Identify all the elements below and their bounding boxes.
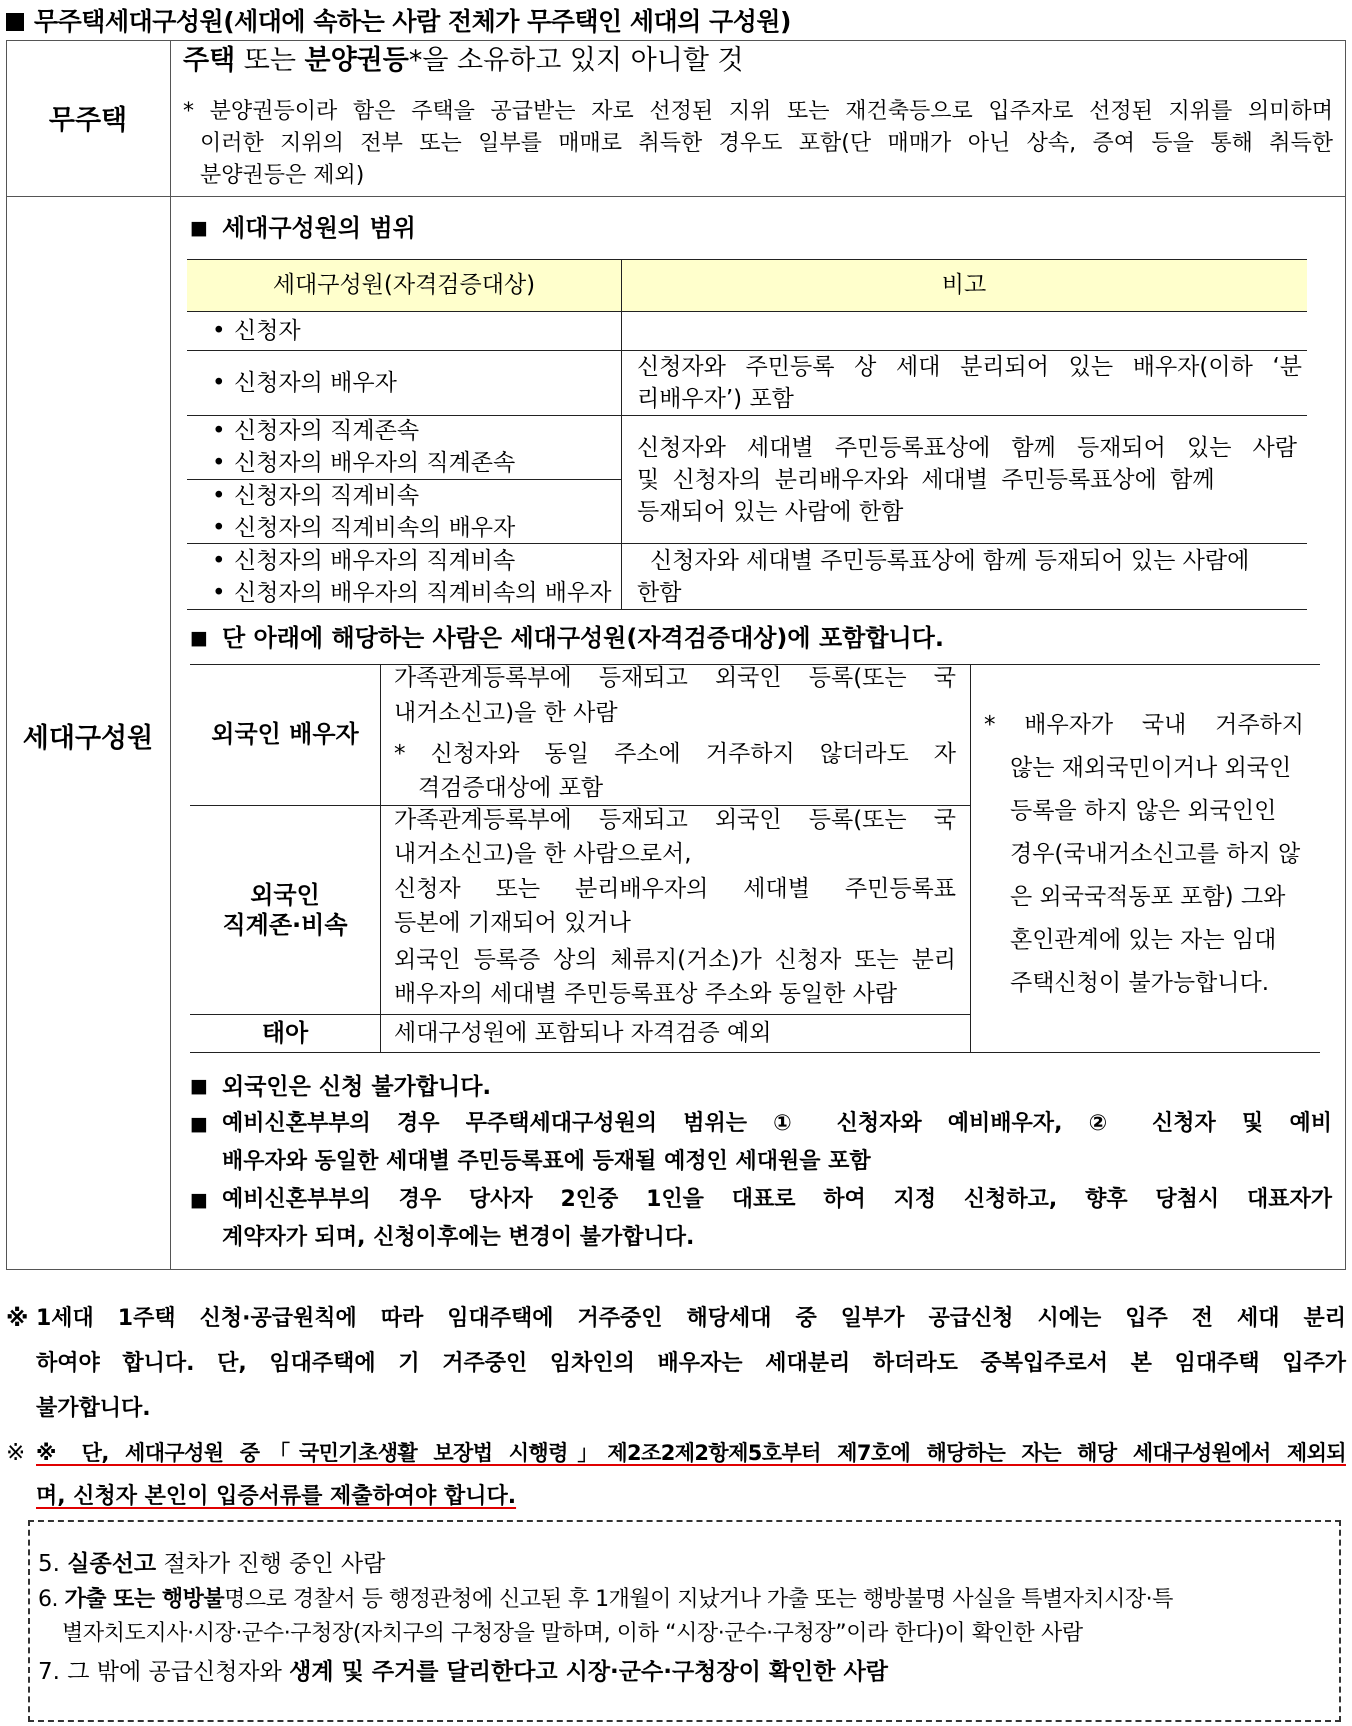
notice1-mark: ※ <box>6 1306 29 1332</box>
member-spouse-descendant: • 신청자의 배우자의 직계비속 <box>212 545 515 577</box>
foreign-spouse-note-line2: 격검증대상에 포함 <box>418 775 604 801</box>
remark-lineal-line1: 신청자와 세대별 주민등록표상에 함께 등재되어 있는 사람 <box>637 435 1297 461</box>
box-item6-line2: 별자치도지사·시장·군수·구청장(자치구의 구청장을 말하며, 이하 “시장·군수·구청장”이라 한다)이 확인한 사람 <box>62 1621 1083 1646</box>
foreign-spouse-line2: 내거소신고)을 한 사람 <box>394 700 618 726</box>
side-note-line7: 주택신청이 불가능합니다. <box>1010 970 1270 996</box>
notice2-line1: ※ 단, 세대구성원 중「국민기초생활 보장법 시행령」제2조2제2항제5호부터 제7호에 해당하는 자는 해당 세대구성원에서 제외되 <box>36 1441 1346 1465</box>
foreign-table-col-divider <box>380 664 381 1052</box>
remark-spouse-descendant-line2: 한함 <box>637 580 682 606</box>
box-item5: 5. 실종선고 절차가 진행 중인 사람 <box>38 1551 386 1577</box>
scope-table-top <box>187 259 1307 260</box>
no-house-heading: 주택 또는 분양권등*을 소유하고 있지 아니할 것 <box>183 45 744 76</box>
member-descendant: • 신청자의 직계비속 <box>212 480 419 512</box>
foreign-lineal-line6: 배우자의 세대별 주민등록표상 주소와 동일한 사람 <box>394 981 898 1007</box>
remark-lineal-line3: 등재되어 있는 사람에 한함 <box>637 499 904 525</box>
member-descendant-spouse: • 신청자의 직계비속의 배우자 <box>212 512 515 544</box>
scope-header-remark: 비고 <box>941 272 987 298</box>
notice1-line2: 하여야 합니다. 단, 임대주택에 기 거주중인 임차인의 배우자는 세대분리 하더라도 중복입주로서 본 임대주택 입주가 <box>36 1351 1346 1376</box>
box-item7: 7. 그 밖에 공급신청자와 생계 및 주거를 달리한다고 시장·군수·구청장이 확인한 사람 <box>38 1659 888 1685</box>
foreign-spouse-line1: 가족관계등록부에 등재되고 외국인 등록(또는 국 <box>394 665 956 691</box>
side-note-line4: 경우(국내거소신고를 하지 않 <box>1010 841 1301 867</box>
notice1-line3: 불가합니다. <box>36 1396 151 1421</box>
label-column-divider <box>170 40 171 1270</box>
side-note-line5: 은 외국국적동포 포함) 그와 <box>1010 884 1286 910</box>
box-item6-line1: 6. 가출 또는 행방불명으로 경찰서 등 행정관청에 신고된 후 1개월이 지났거나 가출 또는 행방불명 사실을 특별자치시장·특 <box>38 1587 1173 1612</box>
member-spouse-descendant-spouse: • 신청자의 배우자의 직계비속의 배우자 <box>212 577 611 609</box>
row-label-household-member: 세대구성원 <box>22 723 154 754</box>
row-label-no-house: 무주택 <box>48 105 128 136</box>
bullet-square-icon <box>190 1188 222 1214</box>
remark-lineal-line2: 및 신청자의 분리배우자와 세대별 주민등록표상에 함께 <box>637 467 1215 493</box>
foreign-lineal-label: 외국인 직계존·비속 <box>222 881 348 939</box>
row-divider <box>6 196 1346 197</box>
bullet-square-icon <box>190 1112 222 1138</box>
foreign-table-note-divider <box>970 664 971 1052</box>
bullet-prenup-scope <box>190 1105 222 1144</box>
foreign-lineal-line4: 등본에 기재되어 있거나 <box>394 910 631 936</box>
bullet-prenup-scope-line1: 예비신혼부부의 경우 무주택세대구성원의 범위는 ① 신청자와 예비배우자, ② 신청자 및 예비 <box>222 1111 1332 1136</box>
remark-spouse-line1: 신청자와 주민등록 상 세대 분리되어 있는 배우자(이하 ‘분 <box>637 354 1302 380</box>
bullet-square-icon <box>190 624 222 652</box>
member-spouse-ascendant: • 신청자의 배우자의 직계존속 <box>212 447 515 479</box>
section-title: 무주택세대구성원(세대에 속하는 사람 전체가 무주택인 세대의 구성원) <box>6 2 791 38</box>
foreign-lineal-line1: 가족관계등록부에 등재되고 외국인 등록(또는 국 <box>394 807 956 833</box>
no-house-note-line2: 이러한 지위의 전부 또는 일부를 매매로 취득한 경우도 포함(단 매매가 아닌 상속, 증여 등을 통해 취득한 <box>200 131 1333 156</box>
fetus-text: 세대구성원에 포함되나 자격검증 예외 <box>394 1020 772 1046</box>
notice2-line2: 며, 신청자 본인이 입증서류를 제출하여야 합니다. <box>36 1484 517 1509</box>
no-house-note-line1: * 분양권등이라 함은 주택을 공급받는 자로 선정된 지위 또는 재건축등으로 입주자로 선정된 지위를 의미하며 <box>183 99 1333 124</box>
remark-spouse-line2: 리배우자’) 포함 <box>637 386 794 412</box>
side-note-line3: 등록을 하지 않은 외국인인 <box>1010 798 1277 824</box>
member-applicant: • 신청자 <box>212 315 301 347</box>
member-spouse: • 신청자의 배우자 <box>212 367 397 399</box>
foreign-lineal-line2: 내거소신고)을 한 사람으로서, <box>394 841 692 867</box>
foreign-spouse-note-line1: * 신청자와 동일 주소에 거주하지 않더라도 자 <box>394 741 956 767</box>
no-house-note-line3: 분양권등은 제외) <box>200 163 365 188</box>
bullet-prenup-rep-line1: 예비신혼부부의 경우 당사자 2인중 1인을 대표로 하여 지정 신청하고, 향후 당첨시 대표자가 <box>222 1187 1332 1212</box>
scope-header-member: 세대구성원(자격검증대상) <box>272 272 536 298</box>
member-ascendant: • 신청자의 직계존속 <box>212 415 419 447</box>
bullet-foreigner: ■ 외국인은 신청 불가합니다. <box>190 1067 491 1106</box>
notice1-line1: 1세대 1주택 신청·공급원칙에 따라 임대주택에 거주중인 해당세대 중 일부가 공급신청 시에는 입주 전 세대 분리 <box>36 1306 1346 1331</box>
scope-table-bottom <box>187 609 1307 610</box>
bullet-prenup-rep-line2: 계약자가 되며, 신청이후에는 변경이 불가합니다. <box>222 1225 695 1250</box>
scope-table-col-divider <box>621 259 622 609</box>
notice2-mark: ※ <box>6 1440 26 1466</box>
foreign-table-bottom <box>190 1052 1320 1053</box>
bullet-square-icon <box>190 214 222 242</box>
fetus-label: 태아 <box>261 1019 309 1047</box>
bullet-square-icon <box>190 1074 222 1100</box>
remark-spouse-descendant-line1: 신청자와 세대별 주민등록표상에 함께 등재되어 있는 사람에 <box>650 548 1250 574</box>
foreign-spouse-label: 외국인 배우자 <box>211 720 359 748</box>
foreign-lineal-line5: 외국인 등록증 상의 체류지(거소)가 신청자 또는 분리 <box>394 947 956 973</box>
include-title: ■ 단 아래에 해당하는 사람은 세대구성원(자격검증대상)에 포함합니다. <box>190 622 944 654</box>
side-note-line2: 않는 재외국민이거나 외국인 <box>1010 755 1292 781</box>
black-square-icon <box>6 13 24 31</box>
bullet-prenup-scope-line2: 배우자와 동일한 세대별 주민등록표에 등재될 예정인 세대원을 포함 <box>222 1149 871 1174</box>
bullet-prenup-rep <box>190 1181 222 1220</box>
scope-title: ■ 세대구성원의 범위 <box>190 212 416 244</box>
foreign-lineal-line3: 신청자 또는 분리배우자의 세대별 주민등록표 <box>394 876 956 902</box>
scope-table-header-bottom <box>187 311 1307 312</box>
side-note-line6: 혼인관계에 있는 자는 임대 <box>1010 927 1277 953</box>
side-note-line1: * 배우자가 국내 거주하지 <box>984 712 1304 738</box>
foreign-table-rule <box>190 1014 970 1015</box>
